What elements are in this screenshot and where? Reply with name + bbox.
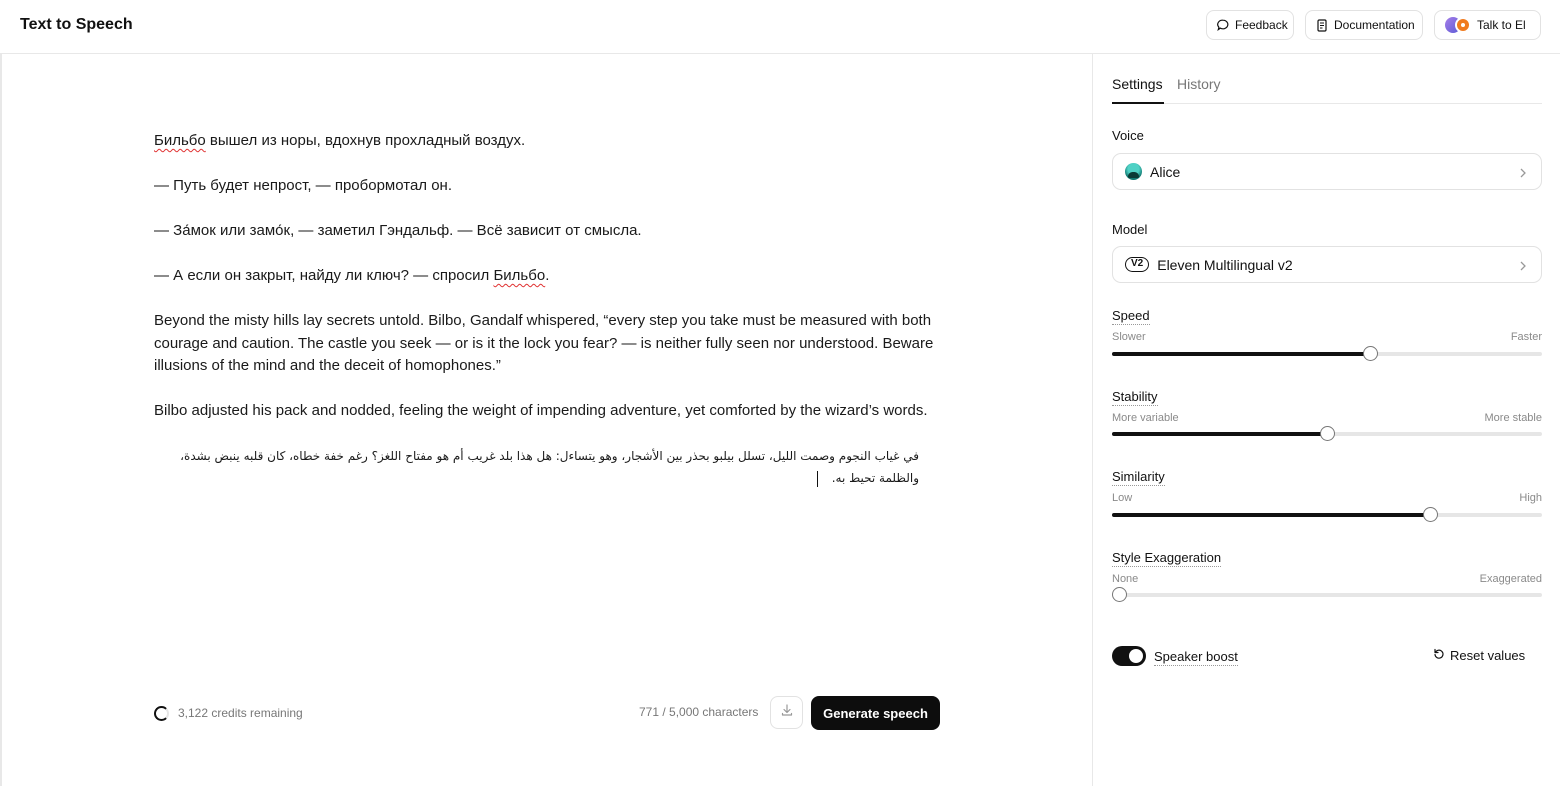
editor-paragraph: Beyond the misty hills lay secrets untold. Bilbo, Gandalf whispered, “every step you take must be measured with both courage and caution. The castle you seek — or is it the lock you fear? — is neither fully seen nor understood. Beware illusions of the mind and the deceit of homophones.” bbox=[154, 312, 934, 374]
style-slider-thumb[interactable] bbox=[1112, 587, 1127, 602]
document-icon bbox=[1316, 19, 1328, 32]
similarity-slider-thumb[interactable] bbox=[1423, 507, 1438, 522]
editor-paragraph: — Путь будет непрост, — пробормотал он. bbox=[154, 177, 453, 194]
feedback-button[interactable] bbox=[1206, 10, 1294, 40]
stability-slider[interactable] bbox=[1112, 432, 1542, 436]
chevron-right-icon bbox=[1519, 259, 1527, 275]
agent-avatar-icon bbox=[1445, 17, 1471, 33]
voice-value: Alice bbox=[1150, 163, 1181, 180]
style-exaggeration-slider[interactable] bbox=[1112, 593, 1542, 597]
model-select[interactable] bbox=[1112, 246, 1542, 283]
speed-slider[interactable] bbox=[1112, 352, 1542, 356]
tab-settings[interactable]: Settings bbox=[1112, 76, 1164, 104]
toggle-knob bbox=[1129, 649, 1143, 663]
feedback-label: Feedback bbox=[1235, 18, 1288, 32]
credits-ring-icon bbox=[154, 706, 169, 721]
stability-range-labels bbox=[1112, 412, 1542, 424]
editor-paragraph: — За́мок или замо́к, — заметил Гэндальф. — Всё зависит от смысла. bbox=[154, 222, 642, 239]
style-max-label: Exaggerated bbox=[1479, 573, 1542, 585]
stability-slider-thumb[interactable] bbox=[1320, 426, 1335, 441]
download-button[interactable] bbox=[770, 696, 803, 729]
speaker-boost-label: Speaker boost bbox=[1154, 649, 1238, 664]
similarity-slider[interactable] bbox=[1112, 513, 1542, 517]
speed-min-label: Slower bbox=[1112, 331, 1146, 343]
speed-max-label: Faster bbox=[1510, 331, 1542, 343]
voice-select[interactable] bbox=[1112, 153, 1542, 190]
generate-speech-button[interactable]: Generate speech bbox=[811, 696, 940, 730]
text-cursor bbox=[817, 471, 818, 487]
model-version-badge: V2 bbox=[1125, 257, 1149, 272]
text-editor[interactable] bbox=[154, 130, 944, 512]
credits-indicator bbox=[154, 704, 303, 722]
credits-text: 3,122 credits remaining bbox=[178, 706, 303, 720]
chevron-right-icon bbox=[1519, 166, 1527, 182]
style-range-labels bbox=[1112, 573, 1542, 585]
speed-range-labels bbox=[1112, 331, 1542, 343]
style-exaggeration-label: Style Exaggeration bbox=[1112, 550, 1222, 565]
panel-tabs bbox=[1112, 76, 1542, 104]
page-title: Text to Speech bbox=[20, 16, 133, 33]
similarity-slider-fill bbox=[1112, 513, 1430, 517]
stability-label: Stability bbox=[1112, 389, 1158, 404]
similarity-label: Similarity bbox=[1112, 469, 1165, 484]
misspelled-word: Бильбо bbox=[154, 132, 206, 149]
model-label: Model bbox=[1112, 222, 1148, 237]
reset-values-label: Reset values bbox=[1450, 648, 1526, 663]
talk-label: Talk to El bbox=[1477, 18, 1526, 32]
misspelled-word: Бильбо bbox=[493, 267, 546, 284]
reset-icon bbox=[1433, 648, 1445, 663]
talk-to-el-button[interactable] bbox=[1434, 10, 1541, 40]
settings-panel bbox=[1092, 54, 1560, 786]
speed-slider-thumb[interactable] bbox=[1363, 346, 1378, 361]
model-value: Eleven Multilingual v2 bbox=[1157, 256, 1293, 273]
voice-label: Voice bbox=[1112, 128, 1144, 143]
top-header bbox=[0, 0, 1560, 54]
similarity-max-label: High bbox=[1519, 492, 1542, 504]
chat-bubble-icon bbox=[1217, 19, 1229, 31]
left-divider bbox=[0, 54, 2, 786]
similarity-min-label: Low bbox=[1112, 492, 1133, 504]
stability-slider-fill bbox=[1112, 432, 1327, 436]
character-count: 771 / 5,000 characters bbox=[639, 705, 759, 719]
speed-label: Speed bbox=[1112, 308, 1150, 323]
style-min-label: None bbox=[1112, 573, 1139, 585]
voice-avatar-icon bbox=[1125, 163, 1142, 180]
documentation-button[interactable] bbox=[1305, 10, 1423, 40]
speaker-boost-toggle[interactable] bbox=[1112, 646, 1146, 666]
tab-history[interactable]: History bbox=[1177, 76, 1221, 92]
reset-values-button[interactable] bbox=[1433, 648, 1525, 663]
editor-paragraph-arabic: في غياب النجوم وصمت الليل، تسلل بيلبو بحذر بين الأشجار، وهو يتساءل: هل هذا بلد غريب أم هو مفتاح اللغز؟ رغم خفة خطاه، كان قلبه ينبض بشدة، والظلمة تحيط به. bbox=[180, 449, 919, 485]
editor-paragraph: Bilbo adjusted his pack and nodded, feeling the weight of impending adventure, yet comforted by the wizard’s words. bbox=[154, 402, 928, 419]
documentation-label: Documentation bbox=[1334, 18, 1415, 32]
stability-max-label: More stable bbox=[1484, 412, 1542, 424]
editor-paragraph: — А если он закрыт, найду ли ключ? — спросил Бильбо. bbox=[154, 267, 550, 284]
download-icon bbox=[780, 703, 794, 722]
stability-min-label: More variable bbox=[1112, 412, 1179, 424]
similarity-range-labels bbox=[1112, 492, 1542, 504]
speed-slider-fill bbox=[1112, 352, 1370, 356]
editor-paragraph: Бильбо вышел из норы, вдохнув прохладный воздух. bbox=[154, 132, 526, 149]
